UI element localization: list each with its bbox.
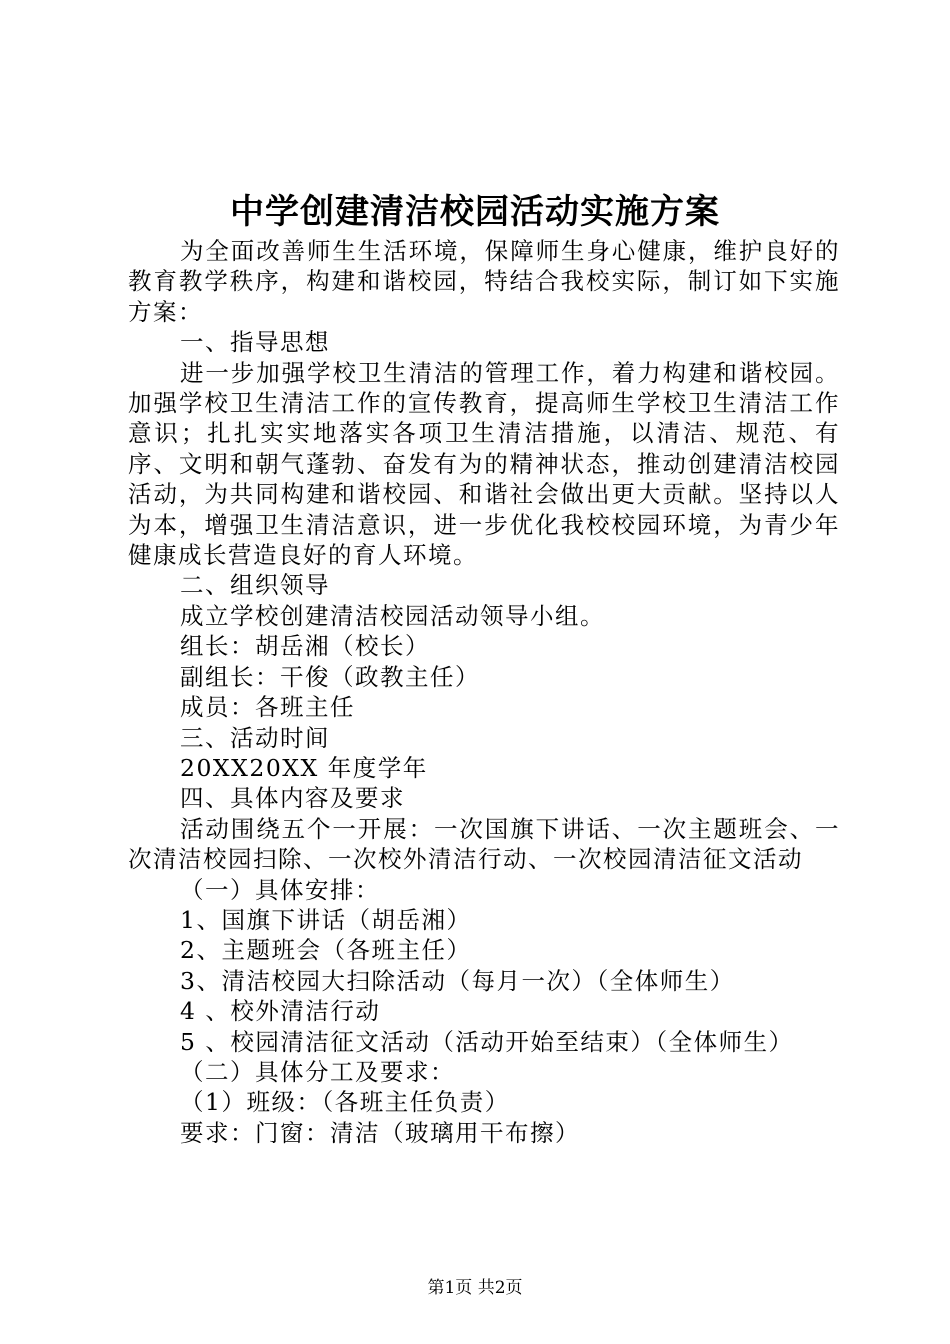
organization-members: 成员：各班主任 <box>180 693 355 722</box>
arrangement-item: 4 、校外清洁行动 <box>180 997 381 1026</box>
arrangement-item: 1、国旗下讲话（胡岳湘） <box>180 905 472 934</box>
section-heading-organization: 二、组织领导 <box>180 571 330 600</box>
arrangement-item: 2、主题班会（各班主任） <box>180 936 472 965</box>
division-heading: （二）具体分工及要求： <box>180 1057 455 1086</box>
section-heading-guiding-thought: 一、指导思想 <box>180 328 330 357</box>
organization-deputy: 副组长：干俊（政教主任） <box>180 662 480 691</box>
guiding-thought-paragraph: 进一步加强学校卫生清洁的管理工作，着力构建和谐校园。加强学校卫生清洁工作的宣传教育，提高师生学校卫生清洁工作意识；扎扎实实地落实各项卫生清洁措施，以清洁、规范、有序、文明和朝气蓬勃、奋发有为的精神状态，推动创建清洁校园活动，为共同构建和谐校园、和谐社会做出更大贡献。坚持以人为本，增强卫生清洁意识，进一步优化我校校园环境，为青少年健康成长营造良好的育人环境。 <box>128 358 840 570</box>
page-footer: 第1页 共2页 <box>427 1278 523 1298</box>
division-item: （1）班级：（各班主任负责） <box>180 1088 510 1117</box>
section-heading-content: 四、具体内容及要求 <box>180 784 405 813</box>
activity-time-text: 20XX20XX 年度学年 <box>180 753 428 782</box>
content-paragraph: 活动围绕五个一开展：一次国旗下讲话、一次主题班会、一次清洁校园扫除、一次校外清洁行动、一次校园清洁征文活动 <box>128 814 840 874</box>
section-heading-time: 三、活动时间 <box>180 723 330 752</box>
requirement-line: 要求：门窗：清洁（玻璃用干布擦） <box>180 1118 580 1147</box>
organization-leader: 组长：胡岳湘（校长） <box>180 632 430 661</box>
document-title: 中学创建清洁校园活动实施方案 <box>230 192 720 232</box>
arrangement-item: 5 、校园清洁征文活动（活动开始至结束）（全体师生） <box>180 1027 794 1056</box>
arrangement-heading: （一）具体安排： <box>180 875 380 904</box>
intro-paragraph: 为全面改善师生生活环境，保障师生身心健康，维护良好的教育教学秩序，构建和谐校园，特结合我校实际，制订如下实施方案： <box>128 237 840 326</box>
arrangement-item: 3、清洁校园大扫除活动（每月一次）（全体师生） <box>180 966 735 995</box>
organization-line: 成立学校创建清洁校园活动领导小组。 <box>180 601 605 630</box>
document-body <box>128 236 840 1148</box>
